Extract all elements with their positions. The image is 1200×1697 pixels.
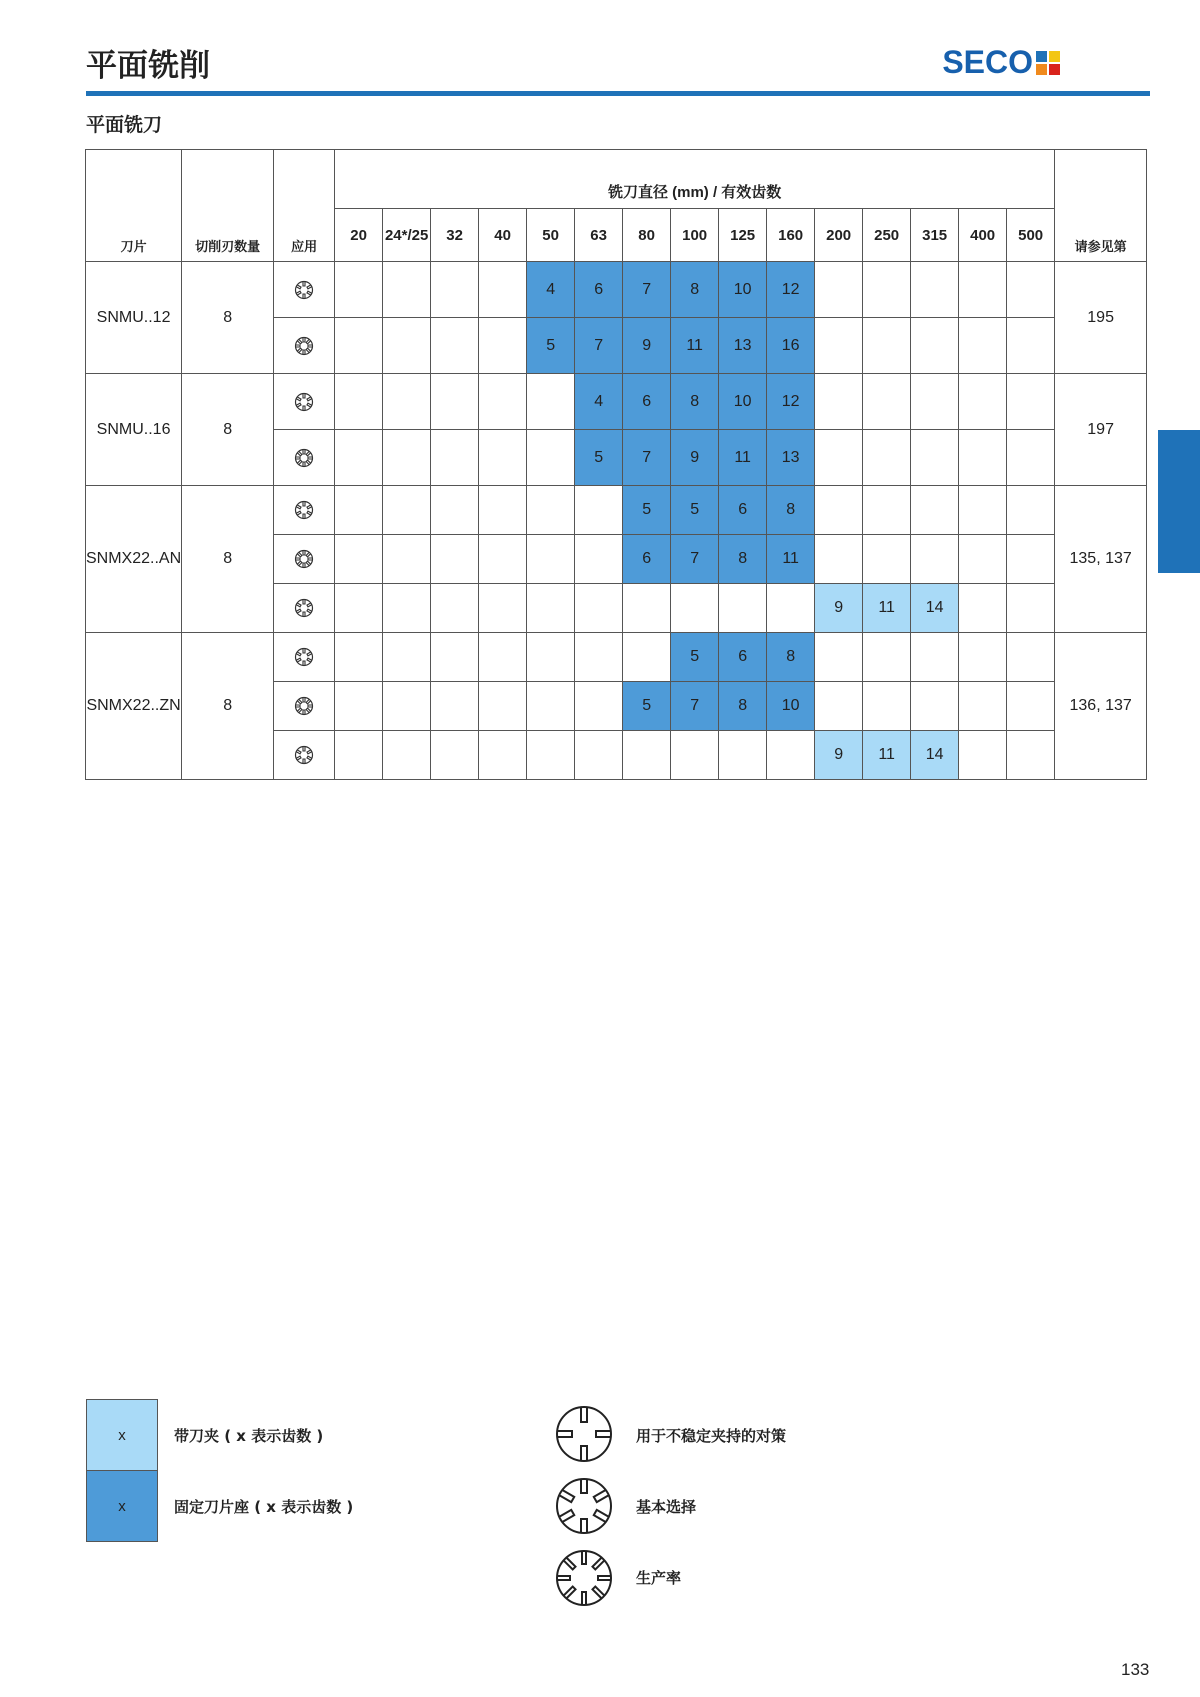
basic-choice-icon: [274, 374, 335, 430]
empty-cell: [431, 262, 479, 318]
header-rule: [86, 91, 1150, 96]
table-row: [86, 633, 1147, 682]
empty-cell: [815, 262, 863, 318]
diameter-header-cell: 315: [911, 209, 959, 262]
teeth-count-cell: 9: [815, 584, 863, 633]
empty-cell: [383, 584, 431, 633]
teeth-count-cell: 8: [671, 262, 719, 318]
teeth-count-cell: 10: [719, 374, 767, 430]
teeth-count-cell: 12: [767, 262, 815, 318]
empty-cell: [815, 374, 863, 430]
teeth-count-cell: 8: [767, 486, 815, 535]
diameter-header-cell: 24*/25: [383, 209, 431, 262]
empty-cell: [623, 731, 671, 780]
empty-cell: [479, 318, 527, 374]
teeth-count-cell: 8: [767, 633, 815, 682]
empty-cell: [527, 731, 575, 780]
empty-cell: [479, 584, 527, 633]
diameter-header-cell: 63: [575, 209, 623, 262]
empty-cell: [575, 731, 623, 780]
empty-cell: [431, 430, 479, 486]
empty-cell: [335, 731, 383, 780]
empty-cell: [1007, 318, 1055, 374]
empty-cell: [911, 633, 959, 682]
teeth-count-cell: 11: [863, 731, 911, 780]
teeth-count-cell: 14: [911, 584, 959, 633]
empty-cell: [959, 584, 1007, 633]
productivity-icon: [274, 535, 335, 584]
header-see-page: 请参见第: [1055, 150, 1147, 262]
insert-cell: SNMX22..AN: [86, 486, 182, 633]
empty-cell: [383, 430, 431, 486]
empty-cell: [431, 682, 479, 731]
empty-cell: [335, 584, 383, 633]
teeth-count-cell: 5: [623, 682, 671, 731]
empty-cell: [479, 374, 527, 430]
empty-cell: [1007, 535, 1055, 584]
teeth-count-cell: 6: [623, 374, 671, 430]
empty-cell: [431, 486, 479, 535]
empty-cell: [959, 731, 1007, 780]
empty-cell: [575, 535, 623, 584]
empty-cell: [335, 262, 383, 318]
teeth-count-cell: 11: [863, 584, 911, 633]
empty-cell: [527, 486, 575, 535]
teeth-count-cell: 7: [671, 535, 719, 584]
productivity-icon: [554, 1548, 614, 1608]
empty-cell: [1007, 486, 1055, 535]
empty-cell: [911, 430, 959, 486]
legend-clamp-swatch: x: [86, 1399, 158, 1471]
teeth-count-cell: 9: [671, 430, 719, 486]
empty-cell: [863, 535, 911, 584]
empty-cell: [863, 262, 911, 318]
empty-cell: [815, 633, 863, 682]
productivity-icon: [274, 682, 335, 731]
see-page-cell: 136, 137: [1055, 633, 1147, 780]
diameter-header-cell: 20: [335, 209, 383, 262]
empty-cell: [719, 731, 767, 780]
empty-cell: [863, 633, 911, 682]
basic-choice-icon: [274, 486, 335, 535]
empty-cell: [575, 633, 623, 682]
empty-cell: [383, 318, 431, 374]
empty-cell: [1007, 731, 1055, 780]
teeth-count-cell: 13: [719, 318, 767, 374]
empty-cell: [335, 318, 383, 374]
insert-cell: SNMX22..ZN: [86, 633, 182, 780]
empty-cell: [863, 318, 911, 374]
teeth-count-cell: 7: [623, 262, 671, 318]
teeth-count-cell: 9: [815, 731, 863, 780]
empty-cell: [671, 584, 719, 633]
empty-cell: [863, 486, 911, 535]
empty-cell: [815, 535, 863, 584]
empty-cell: [431, 318, 479, 374]
header-edges: 切削刃数量: [182, 150, 274, 262]
page-number: 133: [1121, 1660, 1150, 1679]
empty-cell: [815, 486, 863, 535]
page-title: 平面铣削: [86, 48, 210, 84]
insert-cell: SNMU..16: [86, 374, 182, 486]
seco-logo: [942, 44, 1060, 81]
basic-choice-icon: [274, 731, 335, 780]
diameter-header-cell: 500: [1007, 209, 1055, 262]
empty-cell: [431, 731, 479, 780]
empty-cell: [527, 430, 575, 486]
see-page-cell: 195: [1055, 262, 1147, 374]
legend-productivity-label: 生产率: [636, 1569, 682, 1587]
basic-choice-icon: [274, 584, 335, 633]
teeth-count-cell: 11: [767, 535, 815, 584]
empty-cell: [959, 633, 1007, 682]
edges-cell: 8: [182, 262, 274, 374]
logo-text: SECO: [942, 44, 1033, 80]
teeth-count-cell: 8: [719, 682, 767, 731]
empty-cell: [863, 682, 911, 731]
unstable-clamping-icon: [554, 1404, 614, 1464]
legend-fixed-label: 固定刀片座 ( x 表示齿数 ): [174, 1498, 354, 1516]
empty-cell: [431, 633, 479, 682]
empty-cell: [479, 731, 527, 780]
teeth-count-cell: 10: [767, 682, 815, 731]
empty-cell: [335, 535, 383, 584]
diameter-header-cell: 40: [479, 209, 527, 262]
empty-cell: [335, 633, 383, 682]
empty-cell: [527, 633, 575, 682]
teeth-count-cell: 5: [671, 633, 719, 682]
empty-cell: [335, 486, 383, 535]
section-title: 平面铣刀: [86, 114, 163, 136]
empty-cell: [911, 682, 959, 731]
empty-cell: [959, 430, 1007, 486]
empty-cell: [575, 486, 623, 535]
empty-cell: [1007, 633, 1055, 682]
empty-cell: [863, 430, 911, 486]
empty-cell: [479, 633, 527, 682]
logo-mark-icon: [1036, 51, 1060, 75]
diameter-header-cell: 32: [431, 209, 479, 262]
teeth-count-cell: 6: [719, 633, 767, 682]
teeth-count-cell: 5: [671, 486, 719, 535]
teeth-count-cell: 6: [719, 486, 767, 535]
empty-cell: [671, 731, 719, 780]
teeth-count-cell: 10: [719, 262, 767, 318]
diameter-header-cell: 125: [719, 209, 767, 262]
empty-cell: [767, 731, 815, 780]
teeth-count-cell: 4: [575, 374, 623, 430]
teeth-count-cell: 8: [671, 374, 719, 430]
empty-cell: [527, 374, 575, 430]
empty-cell: [959, 535, 1007, 584]
empty-cell: [911, 486, 959, 535]
empty-cell: [527, 584, 575, 633]
empty-cell: [383, 633, 431, 682]
insert-cell: SNMU..12: [86, 262, 182, 374]
empty-cell: [1007, 374, 1055, 430]
teeth-count-cell: 5: [575, 430, 623, 486]
empty-cell: [479, 262, 527, 318]
empty-cell: [815, 430, 863, 486]
teeth-count-cell: 11: [671, 318, 719, 374]
legend-fixed-swatch: x: [86, 1470, 158, 1542]
empty-cell: [575, 584, 623, 633]
empty-cell: [623, 633, 671, 682]
teeth-count-cell: 11: [719, 430, 767, 486]
empty-cell: [815, 682, 863, 731]
empty-cell: [719, 584, 767, 633]
edges-cell: 8: [182, 486, 274, 633]
teeth-count-cell: 7: [623, 430, 671, 486]
teeth-count-cell: 7: [671, 682, 719, 731]
header-application: 应用: [274, 150, 335, 262]
empty-cell: [575, 682, 623, 731]
empty-cell: [479, 430, 527, 486]
empty-cell: [479, 535, 527, 584]
cutter-selection-table: [85, 149, 1147, 780]
empty-cell: [1007, 430, 1055, 486]
empty-cell: [1007, 584, 1055, 633]
teeth-count-cell: 5: [527, 318, 575, 374]
empty-cell: [335, 682, 383, 731]
legend-basic-label: 基本选择: [636, 1498, 697, 1516]
empty-cell: [1007, 682, 1055, 731]
empty-cell: [911, 535, 959, 584]
header-diameter: 铣刀直径 (mm) / 有效齿数: [335, 150, 1055, 209]
teeth-count-cell: 9: [623, 318, 671, 374]
see-page-cell: 135, 137: [1055, 486, 1147, 633]
empty-cell: [383, 682, 431, 731]
basic-choice-icon: [274, 262, 335, 318]
header-insert: 刀片: [86, 150, 182, 262]
empty-cell: [479, 682, 527, 731]
empty-cell: [959, 486, 1007, 535]
diameter-header-cell: 50: [527, 209, 575, 262]
empty-cell: [431, 584, 479, 633]
teeth-count-cell: 16: [767, 318, 815, 374]
teeth-count-cell: 7: [575, 318, 623, 374]
diameter-header-cell: 250: [863, 209, 911, 262]
empty-cell: [527, 682, 575, 731]
empty-cell: [815, 318, 863, 374]
empty-cell: [1007, 262, 1055, 318]
empty-cell: [335, 374, 383, 430]
diameter-header-cell: 80: [623, 209, 671, 262]
table-row: [86, 374, 1147, 430]
empty-cell: [383, 535, 431, 584]
basic-choice-icon: [274, 633, 335, 682]
edges-cell: 8: [182, 374, 274, 486]
diameter-header-cell: 400: [959, 209, 1007, 262]
legend-clamp-label: 带刀夹 ( x 表示齿数 ): [174, 1427, 324, 1445]
empty-cell: [959, 374, 1007, 430]
basic-choice-icon: [554, 1476, 614, 1536]
empty-cell: [911, 318, 959, 374]
productivity-icon: [274, 430, 335, 486]
empty-cell: [623, 584, 671, 633]
teeth-count-cell: 5: [623, 486, 671, 535]
empty-cell: [863, 374, 911, 430]
teeth-count-cell: 13: [767, 430, 815, 486]
diameter-header-cell: 200: [815, 209, 863, 262]
teeth-count-cell: 6: [623, 535, 671, 584]
empty-cell: [911, 262, 959, 318]
empty-cell: [959, 318, 1007, 374]
empty-cell: [383, 262, 431, 318]
empty-cell: [383, 486, 431, 535]
empty-cell: [479, 486, 527, 535]
empty-cell: [431, 535, 479, 584]
edges-cell: 8: [182, 633, 274, 780]
diameter-header-cell: 100: [671, 209, 719, 262]
table-row: [86, 486, 1147, 535]
empty-cell: [431, 374, 479, 430]
empty-cell: [959, 262, 1007, 318]
empty-cell: [335, 430, 383, 486]
table-row: [86, 262, 1147, 318]
teeth-count-cell: 4: [527, 262, 575, 318]
productivity-icon: [274, 318, 335, 374]
legend-unstable-label: 用于不稳定夹持的对策: [636, 1427, 787, 1445]
teeth-count-cell: 8: [719, 535, 767, 584]
teeth-count-cell: 12: [767, 374, 815, 430]
teeth-count-cell: 6: [575, 262, 623, 318]
see-page-cell: 197: [1055, 374, 1147, 486]
empty-cell: [383, 374, 431, 430]
side-tab: [1158, 430, 1200, 573]
teeth-count-cell: 14: [911, 731, 959, 780]
empty-cell: [767, 584, 815, 633]
diameter-header-cell: 160: [767, 209, 815, 262]
empty-cell: [911, 374, 959, 430]
empty-cell: [527, 535, 575, 584]
empty-cell: [383, 731, 431, 780]
empty-cell: [959, 682, 1007, 731]
